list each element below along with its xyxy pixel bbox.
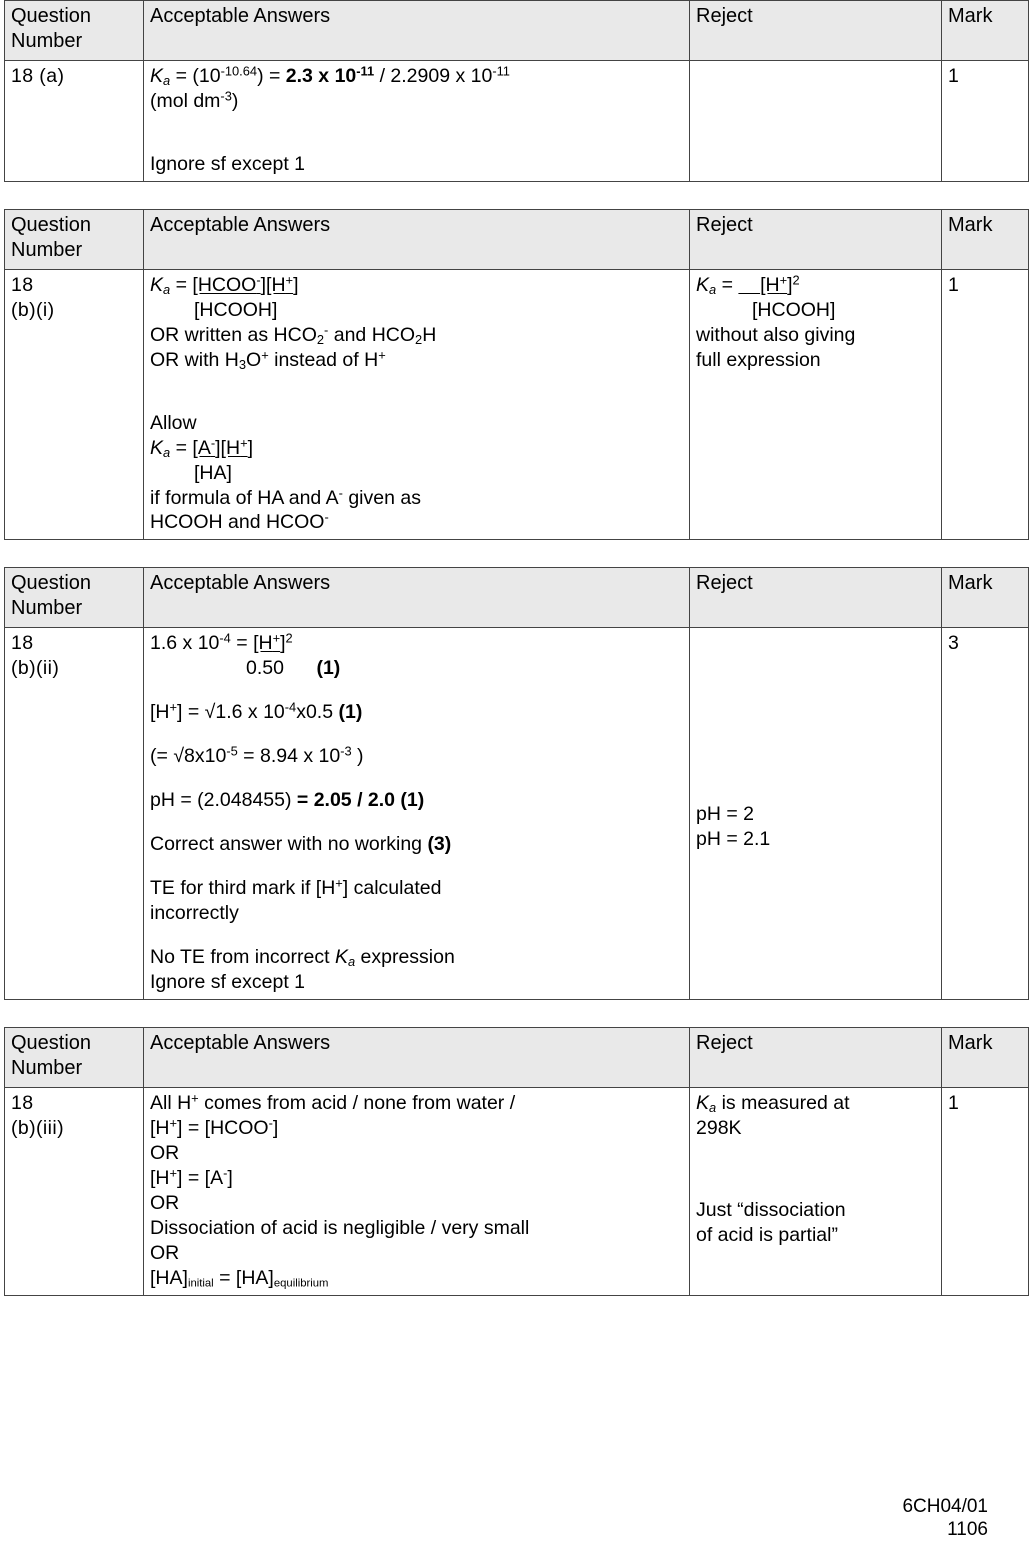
reject-cell xyxy=(690,628,942,1000)
column-header-acceptable-answers: Acceptable Answers xyxy=(144,1027,690,1087)
table-spacer xyxy=(0,182,1032,209)
fraction-numerator: [HCOO-][H+] xyxy=(192,272,299,296)
reject-blank-line xyxy=(696,1160,935,1179)
question-number-cell xyxy=(5,628,144,1000)
page-footer xyxy=(902,1495,988,1541)
answer-blank-line xyxy=(150,769,683,788)
column-header-mark: Mark xyxy=(942,568,1029,628)
answer-te-note-line1: TE for third mark if [H+] calculated xyxy=(150,875,442,900)
answer-no-te-note: No TE from incorrect $K_a$ expression xyxy=(150,946,455,969)
reject-blank-line xyxy=(696,1141,935,1160)
answer-line-or-2: OR xyxy=(150,1191,180,1214)
answer-equation-2: [H+] = √1.6 x $10^{-4}x0.5$ (1) xyxy=(150,699,363,724)
reject-blank-line xyxy=(696,631,935,650)
answer-blank-line xyxy=(150,813,683,832)
column-header-question-number: Question Number xyxy=(5,209,144,269)
fraction-denominator: [HCOOH] xyxy=(194,298,278,321)
reject-blank-line xyxy=(696,726,935,745)
question-number-cell xyxy=(5,269,144,540)
answer-line-all-h-from-acid: All H+ comes from acid / none from water / xyxy=(150,1090,516,1114)
table-header-row xyxy=(5,209,1029,269)
mark-point-1: (1) xyxy=(316,657,341,680)
question-number-line2: (b)(iii) xyxy=(11,1116,65,1139)
fraction-denominator: [HA] xyxy=(194,461,232,484)
answer-blank-line xyxy=(150,857,683,876)
mark-scheme-table-18biii xyxy=(4,1027,1029,1296)
reject-cell xyxy=(690,269,942,540)
column-header-mark: Mark xyxy=(942,209,1029,269)
reject-blank-line xyxy=(696,688,935,707)
answer-line-or-3: OR xyxy=(150,1241,180,1264)
reject-cell xyxy=(690,1087,942,1295)
reject-blank-line xyxy=(696,764,935,783)
reject-blank-line xyxy=(696,783,935,802)
answer-line-dissociation-negligible: Dissociation of acid is negligible / very small xyxy=(150,1216,530,1239)
column-header-acceptable-answers: Acceptable Answers xyxy=(144,1,690,61)
answer-condition-line1: if formula of HA and A- given as xyxy=(150,485,421,509)
reject-ka-fraction-numerator: $K_a$ = $[H^+]^2$ xyxy=(696,272,800,297)
question-number-line2: (b)(i) xyxy=(11,298,55,321)
answer-equation-1-numerator: 1.6 x $10^{-4} = [H^+]^2$ xyxy=(150,631,293,655)
reject-line-298k: 298K xyxy=(696,1116,742,1139)
answer-blank-line xyxy=(150,681,683,700)
answer-condition-line2: HCOOH and HCOO- xyxy=(150,510,329,534)
answer-line-ha-initial-equilibrium: $[HA]_{initial} = [HA]_{equilibrium}$ xyxy=(150,1266,329,1289)
acceptable-answers-cell xyxy=(144,61,690,182)
table-header-row xyxy=(5,568,1029,628)
column-header-acceptable-answers: Acceptable Answers xyxy=(144,209,690,269)
answer-or-hco2: OR written as $HCO_2^-$ and $HCO_2H$ xyxy=(150,322,437,347)
table-row xyxy=(5,1087,1029,1295)
answer-blank-line xyxy=(150,725,683,744)
reject-ph-2: pH = 2 xyxy=(696,803,754,826)
reject-ph-2-1: pH = 2.1 xyxy=(696,828,771,851)
table-spacer xyxy=(0,1000,1032,1027)
acceptable-answers-cell xyxy=(144,1087,690,1295)
answer-blank-line xyxy=(150,114,683,133)
answer-blank-line xyxy=(150,373,683,392)
column-header-mark: Mark xyxy=(942,1027,1029,1087)
reject-line-without: without also giving xyxy=(696,323,856,346)
question-number-line2: (b)(ii) xyxy=(11,657,60,680)
answer-line-h-equals-a: [H+] = [A-] xyxy=(150,1165,233,1189)
acceptable-answers-cell xyxy=(144,628,690,1000)
column-header-question-number: Question Number xyxy=(5,1,144,61)
reject-blank-line xyxy=(696,1179,935,1198)
column-header-question-number: Question Number xyxy=(5,568,144,628)
table-row xyxy=(5,628,1029,1000)
answer-te-note-line2: incorrectly xyxy=(150,902,239,925)
column-header-question-number: Question Number xyxy=(5,1027,144,1087)
fraction-denominator: [HCOOH] xyxy=(752,298,836,321)
column-header-reject: Reject xyxy=(690,568,942,628)
answer-ph-result: pH = (2.048455) = 2.05 / 2.0 (1) xyxy=(150,789,425,812)
mark-cell: 1 xyxy=(942,1087,1029,1295)
answer-equation-1-denominator: 0.50 (1) xyxy=(246,657,341,680)
answer-correct-no-working: Correct answer with no working (3) xyxy=(150,833,452,856)
answer-blank-line xyxy=(150,133,683,152)
column-header-mark: Mark xyxy=(942,1,1029,61)
square-root-icon: √ xyxy=(204,701,216,724)
mark-cell: 1 xyxy=(942,269,1029,540)
fraction-numerator: [H+] xyxy=(760,272,793,296)
mark-point-3: (3) xyxy=(427,833,452,856)
answer-or-h3o: OR with $H_3O^+$ instead of H+ xyxy=(150,347,386,372)
question-number-cell xyxy=(5,1087,144,1295)
reject-blank-line xyxy=(696,707,935,726)
question-number-cell: 18 (a) xyxy=(5,61,144,182)
table-spacer xyxy=(0,540,1032,567)
reject-cell xyxy=(690,61,942,182)
reject-line-ka-measured: $K_a$ is measured at xyxy=(696,1091,850,1115)
column-header-reject: Reject xyxy=(690,1027,942,1087)
answer-allow-label: Allow xyxy=(150,411,197,434)
answer-line-ka-value: $K_a = (10^{-10.64}) = 2.3$ x $10^{-11} / 2.2909$ x $10^{-11}$ xyxy=(150,63,510,88)
mark-cell: 3 xyxy=(942,628,1029,1000)
footer-paper-code: 6CH04/01 xyxy=(902,1495,988,1517)
answer-ka-generic-numerator: $K_a = [A^-][H^+]$ xyxy=(150,435,253,460)
reject-line-just-dissociation: Just “dissociation xyxy=(696,1198,846,1221)
mark-cell: 1 xyxy=(942,61,1029,182)
mark-scheme-table-18bi xyxy=(4,209,1029,541)
answer-line-ignore-sf: Ignore sf except 1 xyxy=(150,152,306,175)
answer-blank-line xyxy=(150,926,683,945)
reject-line-acid-partial: of acid is partial” xyxy=(696,1223,838,1246)
question-number-line1: 18 xyxy=(11,1091,34,1114)
column-header-acceptable-answers: Acceptable Answers xyxy=(144,568,690,628)
table-header-row xyxy=(5,1,1029,61)
answer-blank-line xyxy=(150,392,683,411)
fraction-numerator: [H+] xyxy=(253,631,286,655)
reject-blank-line xyxy=(696,669,935,688)
answer-ignore-sf: Ignore sf except 1 xyxy=(150,971,306,994)
reject-line-full-expression: full expression xyxy=(696,348,821,371)
column-header-reject: Reject xyxy=(690,1,942,61)
table-row xyxy=(5,269,1029,540)
reject-blank-line xyxy=(696,745,935,764)
answer-line-units: (mol $dm^{-3}$) xyxy=(150,88,239,112)
question-number-line1: 18 xyxy=(11,273,34,296)
answer-line-h-equals-hcoo: [H+] = [HCOO-] xyxy=(150,1115,279,1139)
mark-point-1: (1) xyxy=(338,701,363,724)
reject-blank-line xyxy=(696,650,935,669)
table-row xyxy=(5,61,1029,182)
acceptable-answers-cell xyxy=(144,269,690,540)
answer-ka-fraction-numerator: $K_a$ = [HCOO-][H+] xyxy=(150,272,299,297)
column-header-reject: Reject xyxy=(690,209,942,269)
answer-line-or-1: OR xyxy=(150,1141,180,1164)
footer-page-number: 1106 xyxy=(947,1518,988,1540)
mark-scheme-table-18a xyxy=(4,0,1029,182)
square-root-icon: √ xyxy=(173,745,185,768)
mark-scheme-table-18bii xyxy=(4,567,1029,1000)
answer-equation-3: (= $√8x10^{-5} = 8.94$ x $10^{-3}$ ) xyxy=(150,743,364,768)
table-header-row xyxy=(5,1027,1029,1087)
question-number-line1: 18 xyxy=(11,632,34,655)
fraction-numerator: [A-][H+] xyxy=(192,435,253,459)
